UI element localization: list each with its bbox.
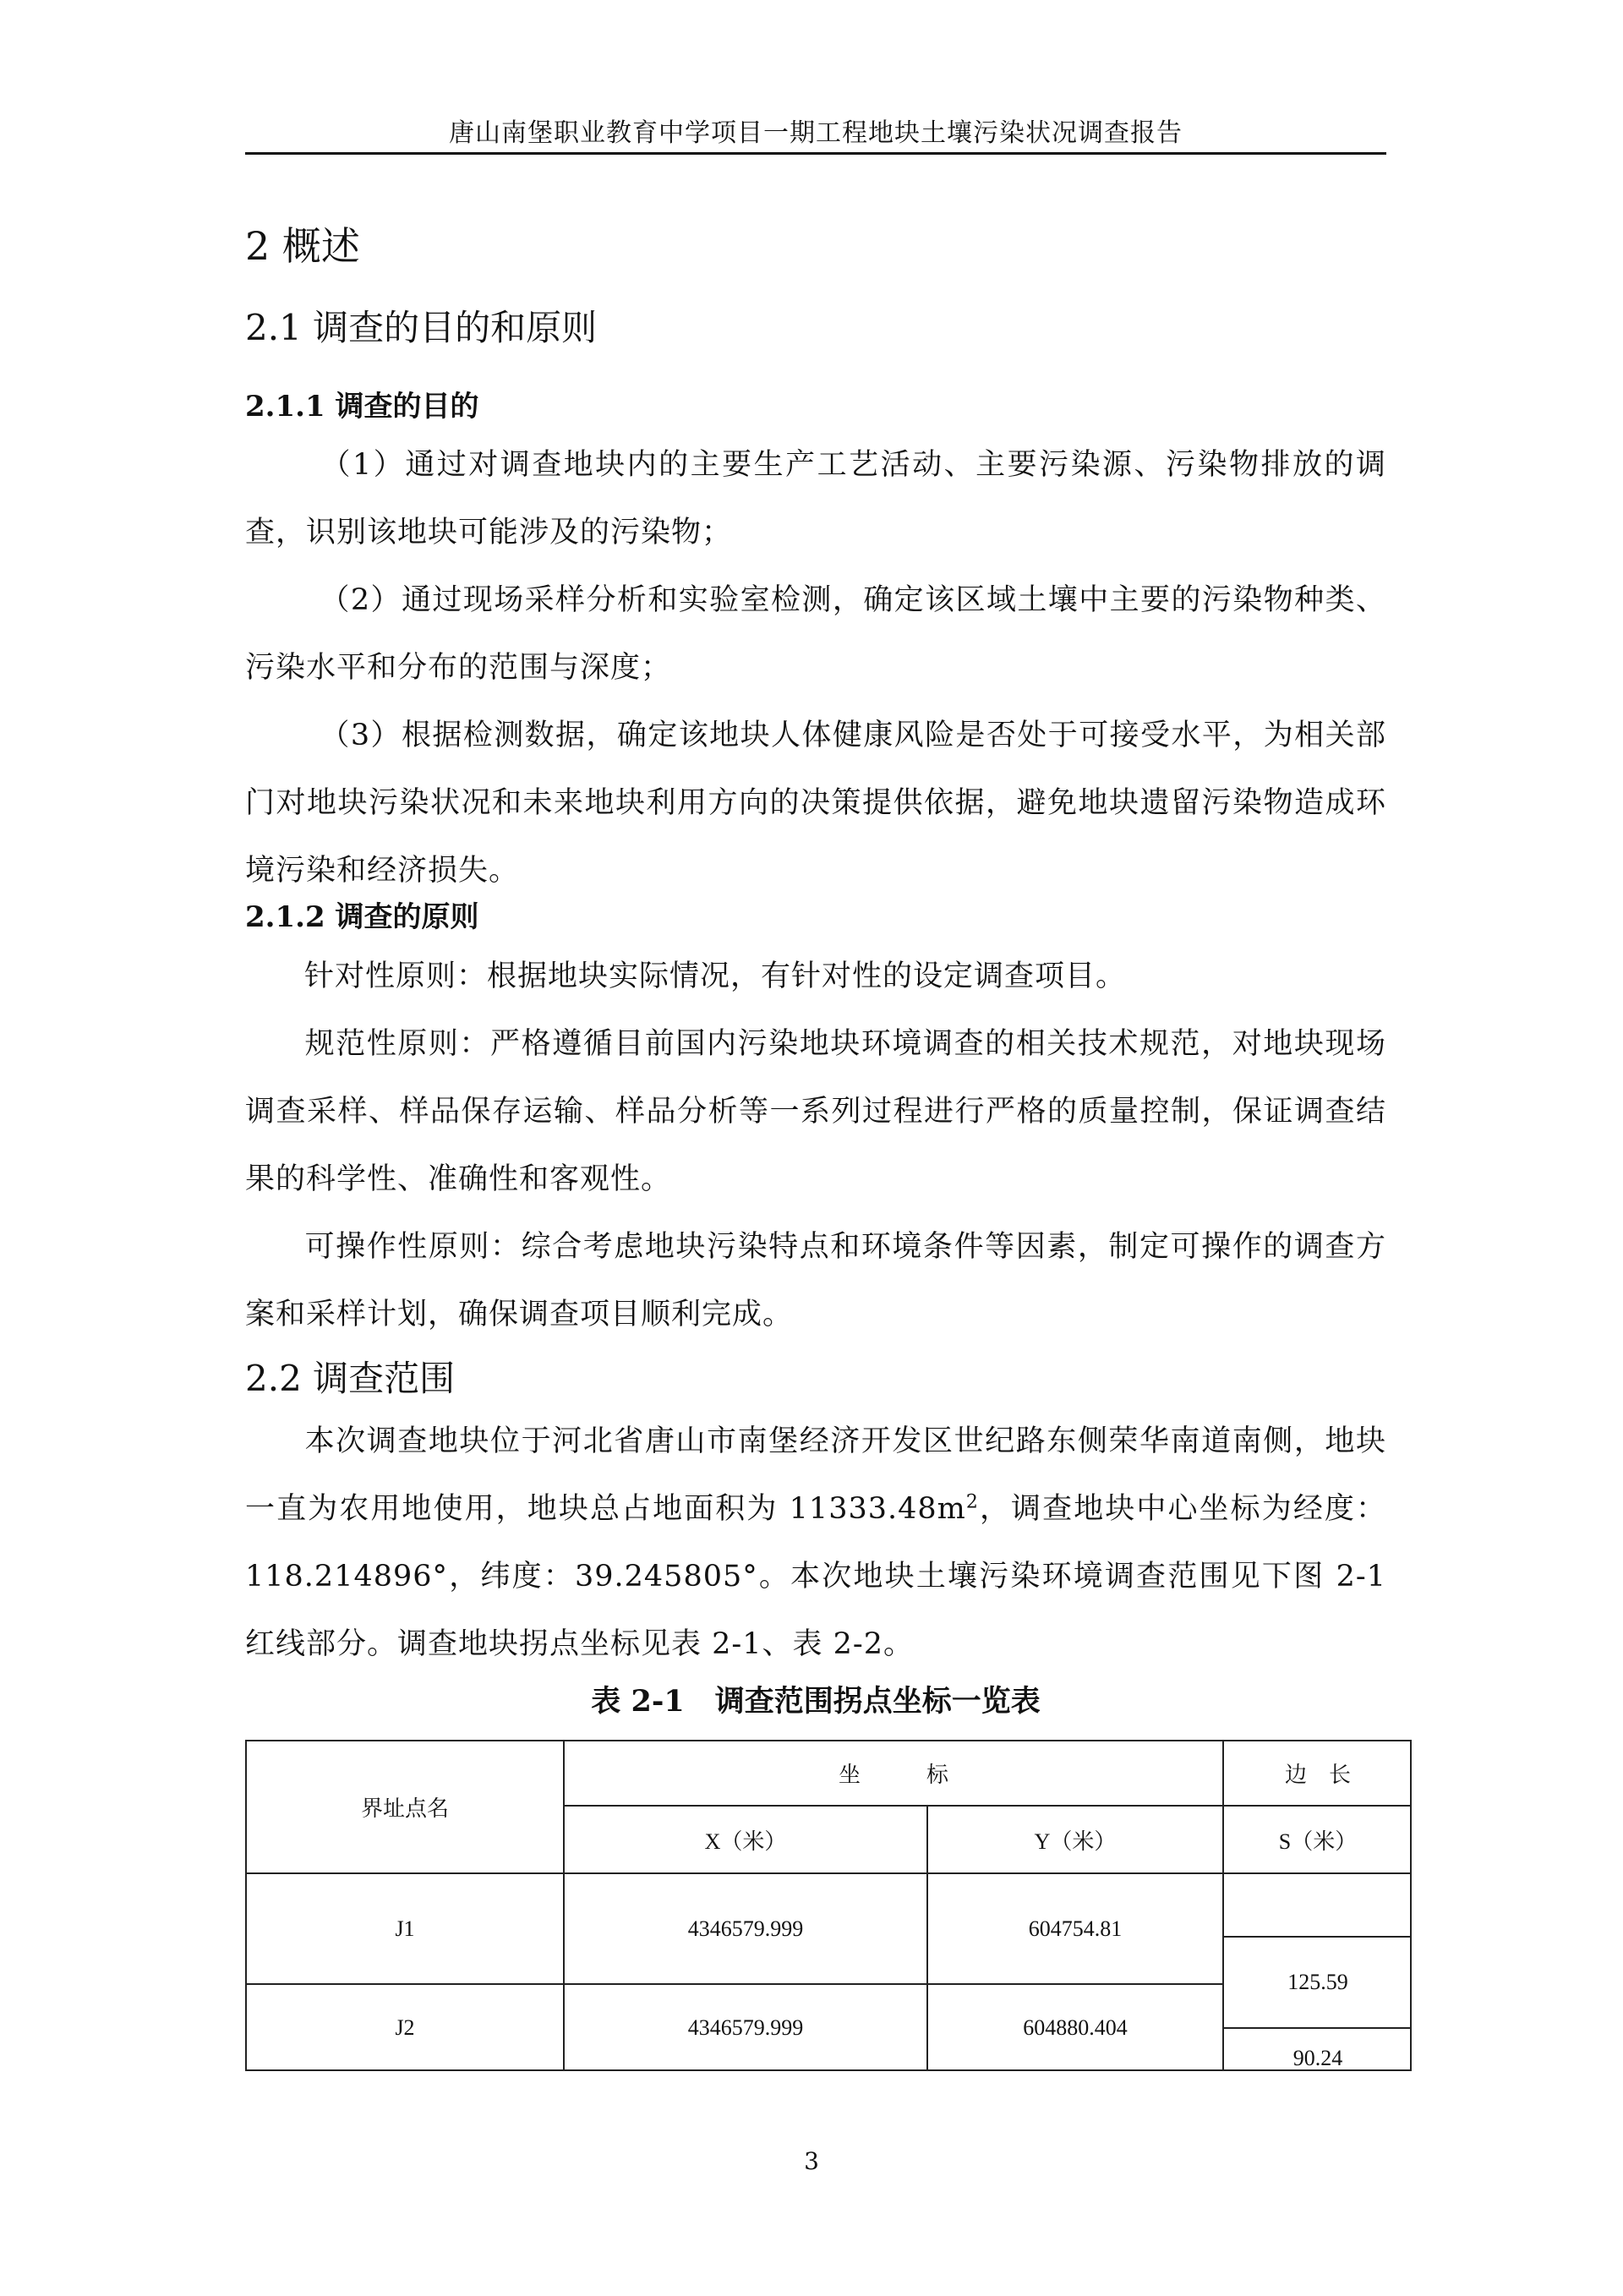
table-head-side-length: 边 长 [1284,1763,1351,1787]
section-2-title: 2 概述 [245,223,360,269]
principle-paragraph-3-text: 可操作性原则：综合考虑地块污染特点和环境条件等因素，制定可操作的调查方案和采样计划，确保调查项目顺利完成。 [245,1230,1386,1331]
purpose-paragraph-1-text: （1）通过对调查地块内的主要生产工艺活动、主要污染源、污染物排放的调查，识别该地块可能涉及的污染物； [245,448,1386,549]
section-2-1-2-title: 2.1.2 调查的原则 [245,900,479,934]
table-caption-title: 调查范围拐点坐标一览表 [714,1684,1041,1719]
table-head-point-name: 界址点名 [360,1796,449,1821]
table-row-2-y: 604880.404 [1023,2015,1128,2040]
purpose-paragraph-3-text: （3）根据检测数据，确定该地块人体健康风险是否处于可接受水平，为相关部门对地块污染状况和未来地块利用方向的决策提供依据，避免地块遗留污染物造成环境污染和经济损失。 [245,719,1386,888]
table-row-1-y: 604754.81 [1028,1916,1123,1941]
scope-paragraph-text-a: 本次调查地块位于河北省唐山市南堡经济开发区世纪路东侧荣华南道南侧，地块一直为农用地使用，地块总占地面积为 11333.48m [245,1424,1386,1526]
area-unit-superscript: 2 [965,1491,979,1513]
purpose-paragraph-2 [245,566,1386,702]
section-2-2-title: 2.2 调查范围 [245,1358,456,1399]
table-side-2: 90.24 [1292,2046,1343,2070]
table-row-1-x: 4346579.999 [687,1916,804,1941]
table-row-2-x: 4346579.999 [687,2015,804,2040]
purpose-paragraph-3 [245,702,1386,905]
section-2-1-title: 2.1 调查的目的和原则 [245,307,598,348]
section-2-1-1-title: 2.1.1 调查的目的 [245,390,479,424]
table-head-coordinates: 坐 标 [838,1763,948,1787]
principle-paragraph-2 [245,1010,1386,1213]
scope-paragraph-text-b: ，调查地块中心坐标为经度：118.214896°，纬度：39.245805°。本次地块土壤污染环境调查范围见下图 2-1 红线部分。调查地块拐点坐标见表 2-1、表 2-2。 [245,1492,1386,1661]
principle-paragraph-3 [245,1213,1386,1348]
page-number: 3 [804,2147,819,2175]
scope-paragraph [245,1408,1386,1678]
purpose-paragraph-2-text: （2）通过现场采样分析和实验室检测，确定该区域土壤中主要的污染物种类、污染水平和分布的范围与深度； [245,583,1386,685]
coordinate-table [245,1740,1412,2071]
table-side-1: 125.59 [1287,1970,1348,1994]
principle-paragraph-2-text: 规范性原则：严格遵循目前国内污染地块环境调查的相关技术规范，对地块现场调查采样、样品保存运输、样品分析等一系列过程进行严格的质量控制，保证调查结果的科学性、准确性和客观性。 [245,1027,1386,1196]
table-head-y: Y（米） [1034,1829,1117,1854]
header-rule [245,152,1386,155]
table-row-2-name: J2 [395,2015,415,2040]
table-caption [245,1678,1386,1720]
table-head-x: X（米） [704,1829,787,1854]
principle-paragraph-1-text: 针对性原则：根据地块实际情况，有针对性的设定调查项目。 [304,959,1127,993]
table-caption-number: 表 2-1 [591,1684,685,1719]
principle-paragraph-1 [245,943,1386,1010]
purpose-paragraph-1 [245,431,1386,566]
running-header: 唐山南堡职业教育中学项目一期工程地块土壤污染状况调查报告 [449,118,1183,148]
table-row-1-name: J1 [395,1916,415,1941]
table-head-s: S（米） [1278,1829,1358,1854]
